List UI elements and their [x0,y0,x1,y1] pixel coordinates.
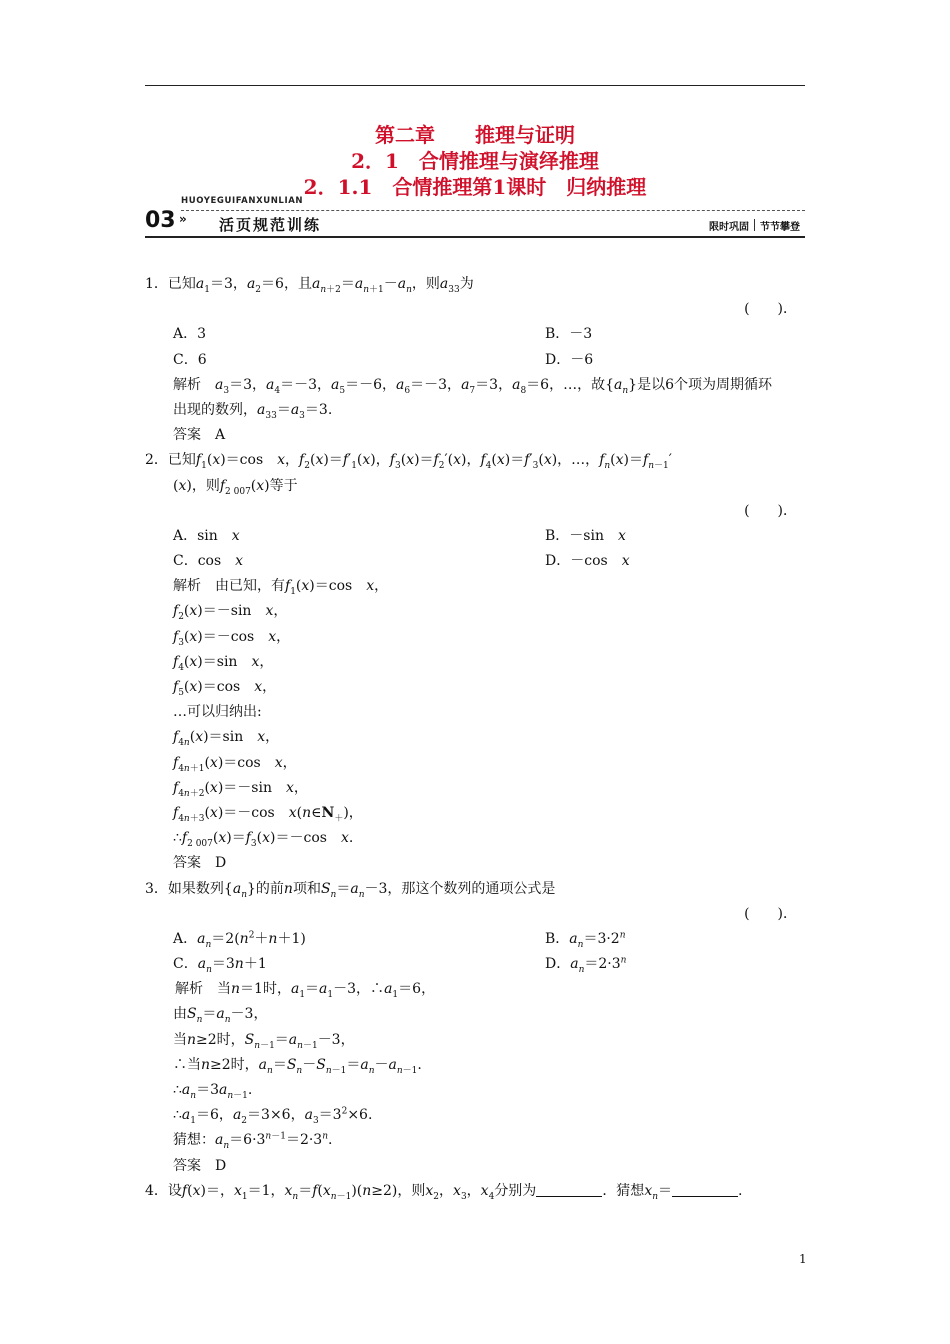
exercise-content [145,272,805,1204]
analysis-line: $f_5(x)=\cos$ x， [173,679,277,698]
analysis-line: $f_{4n+2}(x)=-\sin$ x， [173,779,308,799]
question-2-stem: 2．已知$f_1(x)=\cos$ x，$f_2(x)=f'_1(x)$，$f_3(x)=f_2'(x)$，$f_4(x)=f'_3(x)$，…，$f_n(x)=f_{n-1}'$ [145,452,672,472]
options-row [145,348,805,373]
options-row [145,524,805,549]
analysis-line: $f_{4n+1}(x)=\cos$ x， [173,754,297,774]
answer-line: 答案 D [173,855,227,872]
answer-blank[interactable] [672,1182,738,1197]
answer-line: 答案 A [173,427,226,444]
option-c: C．$a_n=3n+1$ [173,956,267,975]
analysis-line: $f_2(x)=-\sin$ x， [173,603,288,623]
answer-blank[interactable] [536,1182,602,1197]
option-d: D．－cos x [545,553,630,570]
question-3-stem: 3．如果数列$\{a_n\}$的前n项和$S_n=a_n-3$，那这个数列的通项公式是 [145,880,556,900]
options-row [145,927,805,952]
option-c: C．6 [173,351,207,368]
answer-parentheses: ( )． [744,301,797,318]
analysis-line: …可以归纳出: [173,704,262,721]
question-2-stem: (x)，则$f_{2 007}(x)$等于 [173,477,298,497]
banner-number: 03 [145,208,176,233]
analysis-line: 解析 $a_3=3$，$a_4=-3$，$a_5=-6$，$a_6=-3$，$a_7=3$，$a_8=6$，…，故$\{a_n\}$是以6个项为周期循环 [173,376,772,396]
option-d: D．$a_n=2\cdot 3^n$ [545,955,627,975]
title-block [145,122,805,200]
analysis-line: $\therefore a_n=3a_{n-1}$. [173,1082,253,1101]
options-row [145,549,805,574]
option-b: B．－sin x [545,527,626,544]
analysis-line: 出现的数列，$a_{33}=a_3=3$. [173,401,333,421]
question-1-stem: 1．已知$a_1=3$，$a_2=6$，且$a_{n+2}=a_{n+1}-a_n$，则$a_{33}$为 [145,276,474,295]
option-b: B．$a_n=3\cdot 2^n$ [545,930,626,950]
answer-parentheses: ( )． [744,502,797,519]
question-number: 3． [145,880,168,897]
option-a: A．sin x [173,527,240,544]
option-a: A．$a_n=2(n^2+n+1)$ [173,930,306,950]
analysis-line: $\therefore a_1=6$，$a_2=3\times 6$，$a_3=3^2\times 6$. [173,1106,373,1126]
question-number: 1． [145,276,168,292]
answer-line: 答案 D [173,1157,227,1174]
analysis-line: $f_{4n+3}(x)=-\cos$ $x(n\in N_+)$， [173,804,363,824]
section-title: 2．1 合情推理与演绎推理 [351,149,599,173]
chapter-title: 第二章 推理与证明 [375,123,575,147]
banner-title: 活页规范训练 [219,216,322,234]
analysis-line: 解析 由已知，有$f_1(x)=\cos$ x， [173,578,389,598]
analysis-line: 解析 当n＝1时，$a_1=a_1-3$，$\therefore a_1=6$， [175,981,436,1001]
options-row [145,952,805,977]
option-d: D．－6 [545,351,594,368]
banner-bottom-rule [145,236,805,238]
banner-pinyin: HUOYEGUIFANXUNLIAN [181,196,304,206]
analysis-line: $f_{4n}(x)=\sin$ x， [173,729,280,749]
analysis-line: $\therefore f_{2 007}(x)=f_3(x)=-\cos$ x. [173,830,354,849]
double-arrow-icon: » [179,212,187,226]
analysis-line: 猜想：$a_n=6\cdot 3^{n-1}=2\cdot 3^n$. [173,1131,333,1152]
question-number: 2． [145,452,168,469]
banner-tags [704,218,805,233]
answer-parentheses: ( )． [744,905,797,922]
top-rule [145,85,805,86]
banner-tag-a: 限时巩固 [709,222,749,233]
page-number: 1 [799,1252,807,1266]
option-a: A．3 [173,326,207,343]
banner-dashed-rule [181,210,805,211]
option-b: B．－3 [545,326,593,343]
options-row [145,322,805,347]
question-4-stem: 4．设f(x)＝，$x_1=1$，$x_n=f(x_{n-1})(n\ge 2)$，则$x_2$，$x_3$，$x_4$分别为 ．猜想$x_n=$ . [145,1182,743,1202]
analysis-line: ∴当n≥2时，$a_n=S_n-S_{n-1}=a_n-a_{n-1}$. [173,1056,422,1076]
analysis-line: 由$S_n=a_n-3$， [173,1006,268,1026]
analysis-line: $f_3(x)=-\cos$ x， [173,628,291,648]
option-c: C．cos x [173,553,244,570]
analysis-line: $f_4(x)=\sin$ x， [173,653,274,673]
subsection-title: 2．1.1 合情推理第1课时 归纳推理 [303,175,647,199]
practice-banner [145,196,805,242]
question-number: 4． [145,1182,168,1199]
analysis-line: 当n≥2时，$S_{n-1}=a_{n-1}-3$， [173,1031,355,1051]
banner-tag-b: 节节攀登 [760,222,800,233]
